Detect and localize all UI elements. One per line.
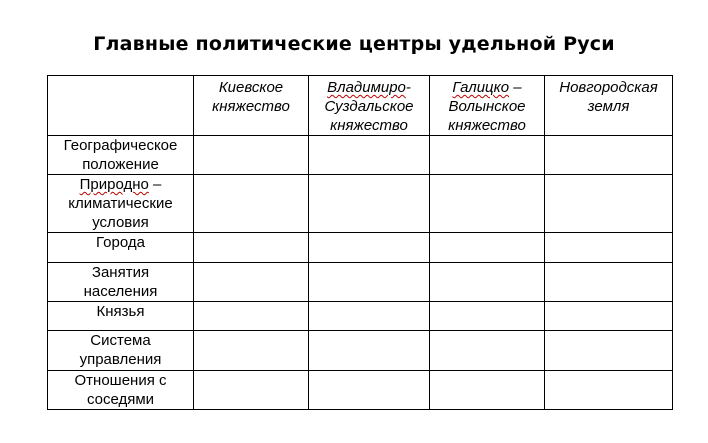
empty-cell: [309, 233, 430, 263]
column-header: Новгородская земля: [545, 76, 673, 136]
table-row: [48, 136, 673, 175]
empty-cell: [194, 263, 309, 302]
empty-cell: [430, 263, 545, 302]
empty-cell: [309, 136, 430, 175]
table-row: [48, 371, 673, 410]
empty-cell: [430, 302, 545, 331]
table-row: [48, 331, 673, 371]
empty-cell: [194, 136, 309, 175]
empty-cell: [309, 263, 430, 302]
empty-cell: [545, 136, 673, 175]
row-header: Занятия населения: [48, 263, 194, 302]
row-header: Географическое положение: [48, 136, 194, 175]
row-header: Природно – климатические условия: [48, 175, 194, 233]
empty-cell: [194, 371, 309, 410]
empty-cell: [545, 263, 673, 302]
empty-cell: [309, 371, 430, 410]
corner-cell: [48, 76, 194, 136]
row-header: Отношения с соседями: [48, 371, 194, 410]
row-header: Города: [48, 233, 194, 263]
column-header: Галицко – Волынское княжество: [430, 76, 545, 136]
empty-cell: [430, 233, 545, 263]
column-header: Владимиро- Суздальское княжество: [309, 76, 430, 136]
empty-cell: [545, 175, 673, 233]
header-row: [48, 76, 673, 136]
empty-cell: [545, 331, 673, 371]
row-header: Система управления: [48, 331, 194, 371]
empty-cell: [545, 233, 673, 263]
empty-cell: [430, 175, 545, 233]
empty-cell: [194, 302, 309, 331]
comparison-table: [47, 75, 673, 410]
page-title: Главные политические центры удельной Руси: [93, 33, 615, 55]
empty-cell: [309, 175, 430, 233]
empty-cell: [309, 331, 430, 371]
empty-cell: [430, 136, 545, 175]
column-header: Киевское княжество: [194, 76, 309, 136]
empty-cell: [430, 371, 545, 410]
empty-cell: [545, 371, 673, 410]
empty-cell: [430, 331, 545, 371]
empty-cell: [194, 233, 309, 263]
empty-cell: [194, 175, 309, 233]
table-row: [48, 233, 673, 263]
empty-cell: [309, 302, 430, 331]
table-row: [48, 302, 673, 331]
table-row: [48, 263, 673, 302]
empty-cell: [194, 331, 309, 371]
row-header: Князья: [48, 302, 194, 331]
empty-cell: [545, 302, 673, 331]
table-row: [48, 175, 673, 233]
